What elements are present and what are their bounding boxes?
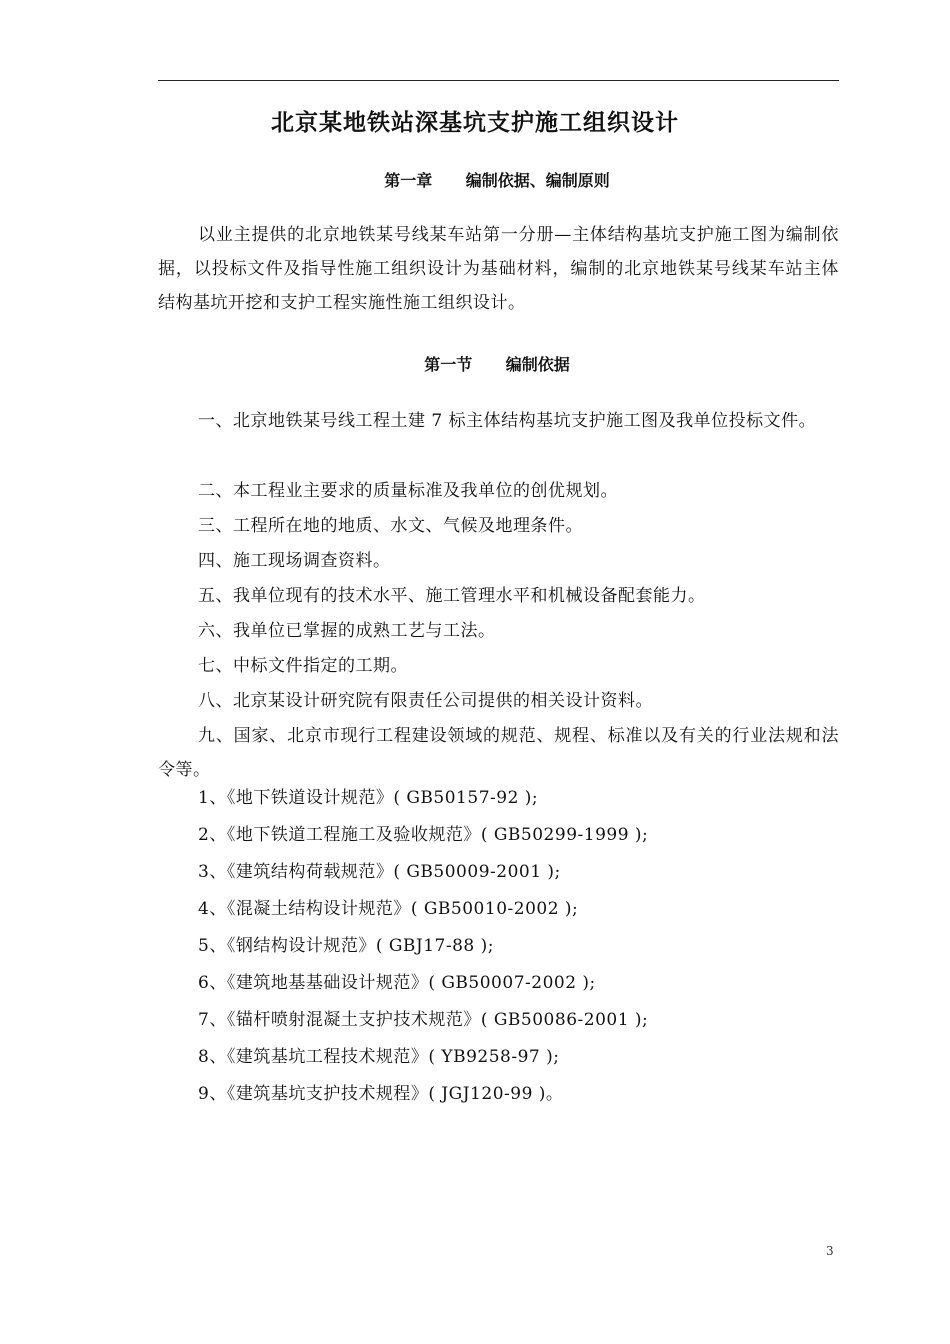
section-heading: 第一节 编制依据	[424, 355, 570, 374]
basis-item-5: 五、我单位现有的技术水平、施工管理水平和机械设备配套能力。	[198, 586, 706, 606]
basis-item-3: 三、工程所在地的地质、水文、气候及地理条件。	[198, 516, 583, 536]
basis-item-7: 七、中标文件指定的工期。	[198, 656, 408, 676]
basis-item-2: 二、本工程业主要求的质量标准及我单位的创优规划。	[198, 481, 618, 501]
standard-item-7: 7、《锚杆喷射混凝土支护技术规范》( GB50086-2001 );	[198, 1010, 649, 1030]
standard-item-3: 3、《建筑结构荷载规范》( GB50009-2001 );	[198, 862, 561, 882]
standard-item-5: 5、《钢结构设计规范》( GBJ17-88 );	[198, 936, 495, 956]
chapter-heading: 第一章 编制依据、编制原则	[384, 171, 610, 190]
basis-item-9: 九、国家、北京市现行工程建设领域的规范、规程、标准以及有关的行业法规和法令等。	[158, 726, 839, 780]
standard-item-1: 1、《地下铁道设计规范》( GB50157-92 );	[198, 788, 539, 808]
basis-item-8: 八、北京某设计研究院有限责任公司提供的相关设计资料。	[198, 691, 653, 711]
standard-item-2: 2、《地下铁道工程施工及验收规范》( GB50299-1999 );	[198, 825, 649, 845]
standard-item-6: 6、《建筑地基基础设计规范》( GB50007-2002 );	[198, 973, 596, 993]
basis-item-6: 六、我单位已掌握的成熟工艺与工法。	[198, 621, 496, 641]
document-title: 北京某地铁站深基坑支护施工组织设计	[271, 110, 679, 136]
basis-item-1: 一、北京地铁某号线工程土建 7 标主体结构基坑支护施工图及我单位投标文件。	[198, 411, 817, 431]
standard-item-4: 4、《混凝土结构设计规范》( GB50010-2002 );	[198, 899, 579, 919]
basis-item-4: 四、施工现场调查资料。	[198, 551, 391, 571]
page-number: 3	[826, 1244, 834, 1258]
intro-paragraph: 以业主提供的北京地铁某号线某车站第一分册—主体结构基坑支护施工图为编制依据，以投标文件及指导性施工组织设计为基础材料，编制的北京地铁某号线某车站主体结构基坑开挖和支护工程实施性施工组织设计。	[158, 225, 839, 313]
standard-item-8: 8、《建筑基坑工程技术规范》( YB9258-97 );	[198, 1047, 560, 1067]
standard-item-9: 9、《建筑基坑支护技术规程》( JGJ120-99 )。	[198, 1084, 564, 1104]
header-rule	[158, 80, 839, 81]
